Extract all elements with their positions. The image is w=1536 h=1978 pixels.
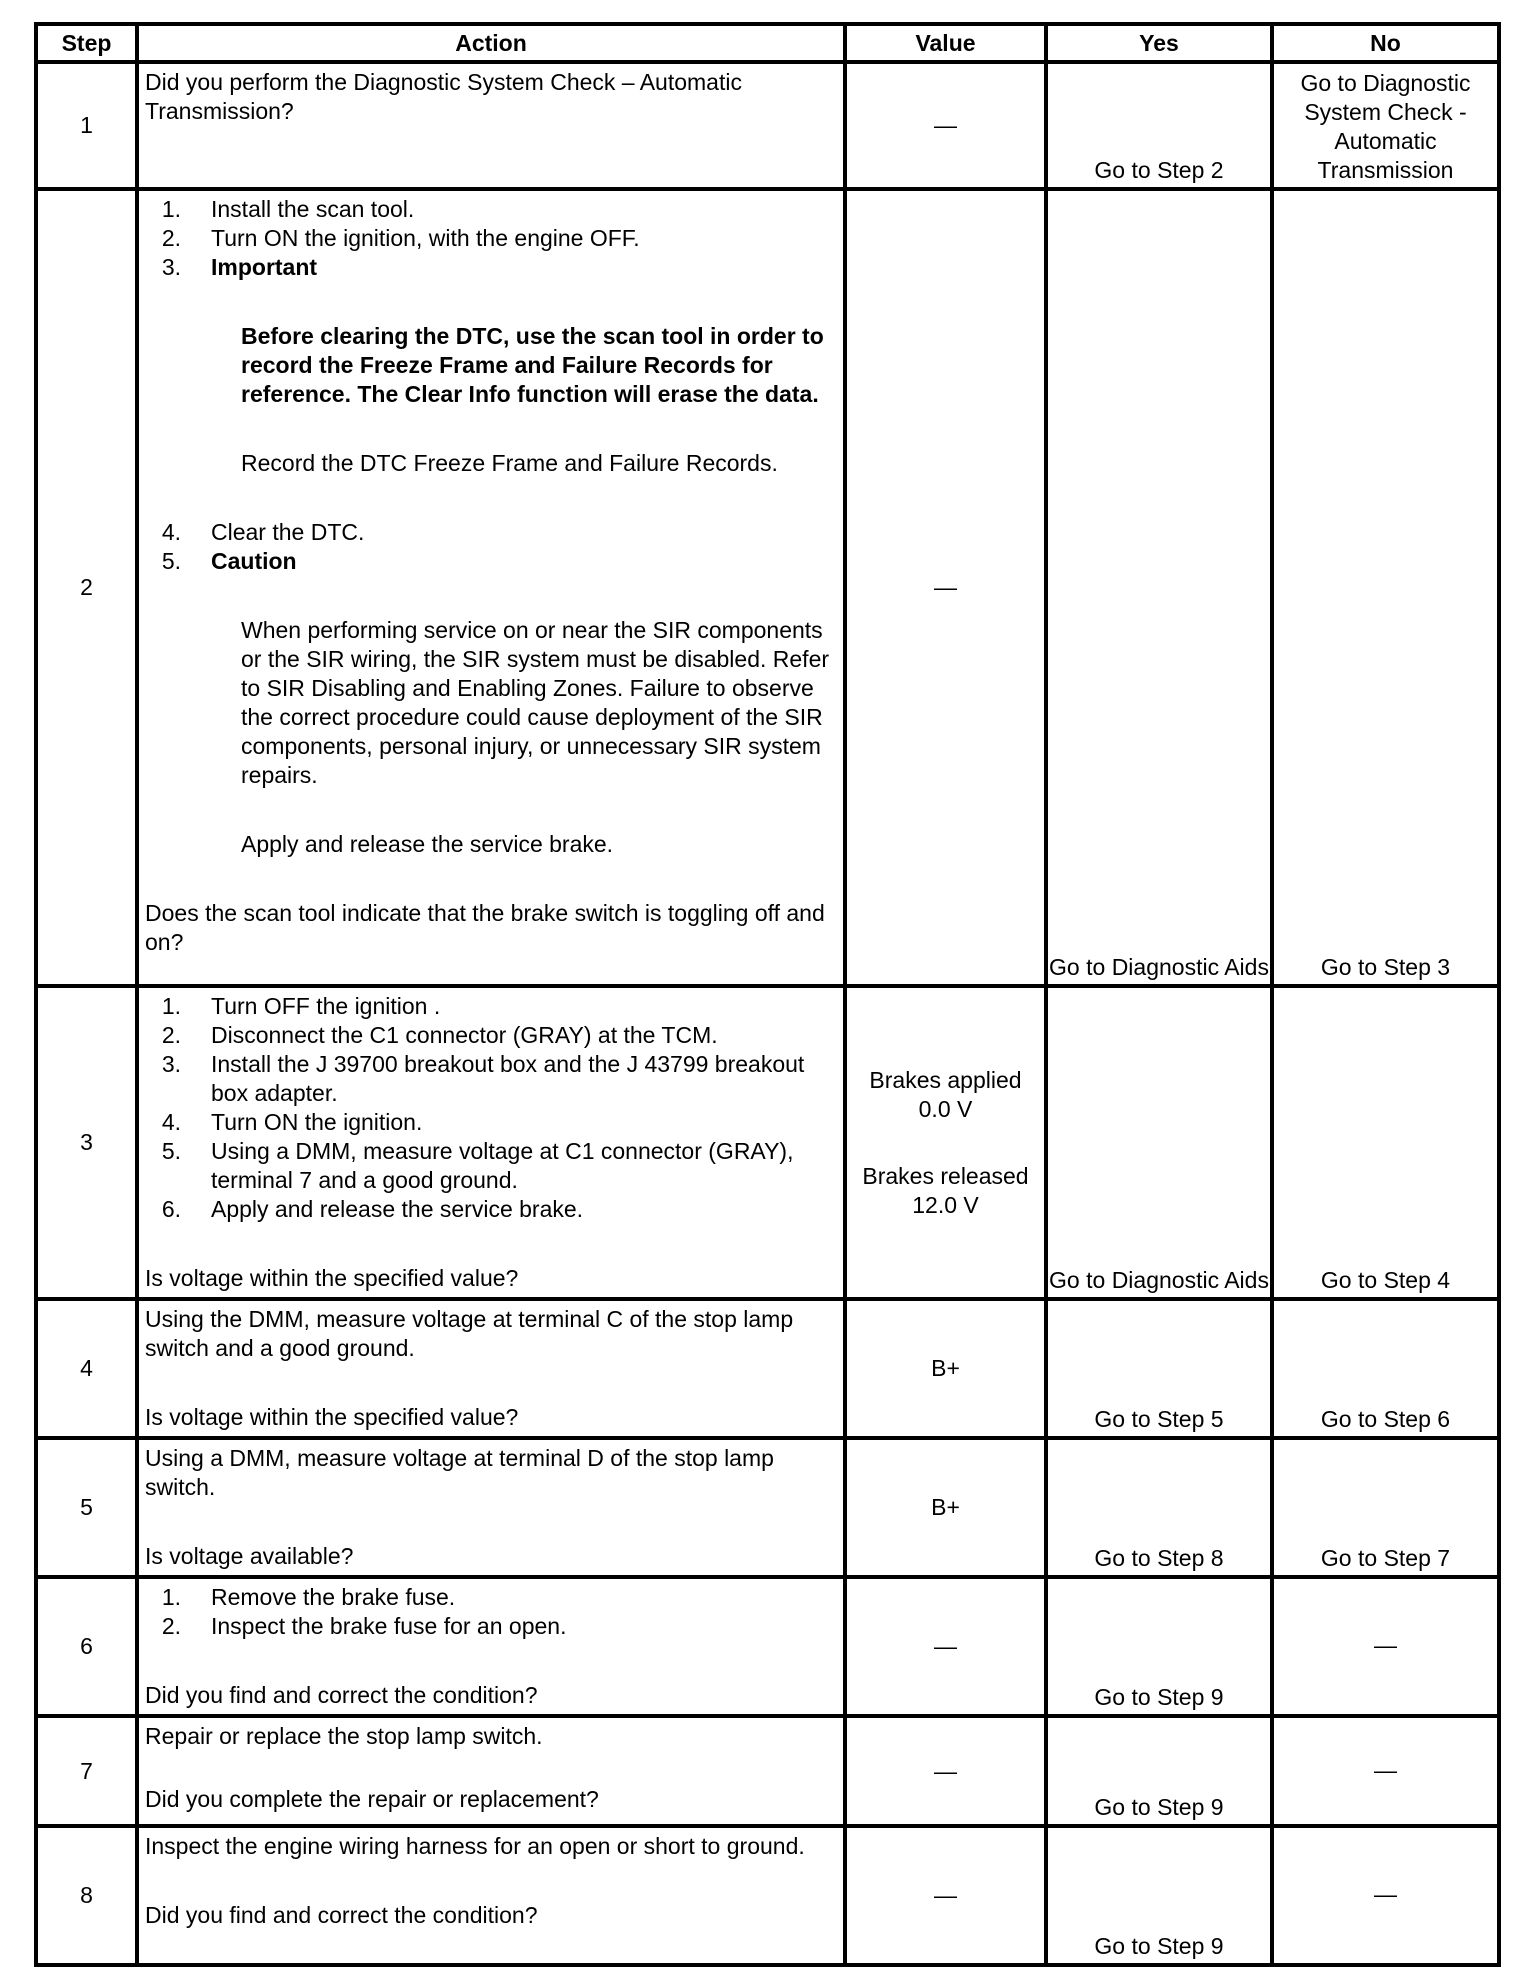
procedure-list <box>145 1583 837 1641</box>
value-line: 0.0 V <box>918 1095 973 1122</box>
yes-cell: Go to Step 8 <box>1046 1438 1272 1577</box>
list-item <box>145 195 837 224</box>
action-text: Did you perform the Diagnostic System Check – Automatic Transmission? <box>145 69 742 124</box>
no-cell: — <box>1272 1716 1499 1826</box>
item-number: 2. <box>161 225 181 251</box>
step-number: 8 <box>36 1826 137 1965</box>
value-cell: — <box>845 189 1046 986</box>
yes-cell: Go to Step 9 <box>1046 1826 1272 1965</box>
table-row <box>36 1716 1499 1826</box>
no-cell: Go to Diagnostic System Check - Automatic Transmission <box>1272 62 1499 189</box>
step-number: 1 <box>36 62 137 189</box>
item-text: Install the J 39700 breakout box and the J 43799 breakout box adapter. <box>211 1051 805 1106</box>
value-line: Brakes released <box>862 1162 1029 1189</box>
item-text: Using a DMM, measure voltage at C1 connector (GRAY), terminal 7 and a good ground. <box>211 1138 794 1193</box>
item-text: Inspect the brake fuse for an open. <box>211 1613 567 1639</box>
table-row <box>36 1826 1499 1965</box>
value-cell: B+ <box>845 1299 1046 1438</box>
item-number: 5. <box>161 1138 181 1164</box>
yes-cell: Go to Step 9 <box>1046 1577 1272 1716</box>
question-text: Is voltage available? <box>145 1543 354 1569</box>
header-yes: Yes <box>1046 24 1272 62</box>
action-cell <box>137 1577 845 1716</box>
item-number: 2. <box>161 1022 181 1048</box>
diagnostic-table <box>34 22 1501 1967</box>
list-item <box>145 1137 837 1195</box>
caution-note: When performing service on or near the SIR components or the SIR wiring, the SIR system must be disabled. Refer to SIR Disabling and Enabling Zones. Failure to observe the correct procedure could cause deployment of the SIR components, personal injury, or unnecessary SIR system repairs. <box>241 617 830 788</box>
list-item <box>145 1050 837 1108</box>
value-cell: — <box>845 1716 1046 1826</box>
step-number: 5 <box>36 1438 137 1577</box>
value-cell: — <box>845 1577 1046 1716</box>
list-item <box>145 1021 837 1050</box>
step-number: 4 <box>36 1299 137 1438</box>
table-row <box>36 986 1499 1299</box>
question-text: Does the scan tool indicate that the brake switch is toggling off and on? <box>145 900 825 955</box>
value-cell: B+ <box>845 1438 1046 1577</box>
step-number: 6 <box>36 1577 137 1716</box>
list-item <box>145 1583 837 1612</box>
header-value: Value <box>845 24 1046 62</box>
step-number: 2 <box>36 189 137 986</box>
item-number: 3. <box>161 254 181 280</box>
header-action: Action <box>137 24 845 62</box>
list-item <box>145 1108 837 1137</box>
important-note: Before clearing the DTC, use the scan tool in order to record the Freeze Frame and Failure Records for reference. The Clear Info function will erase the data. <box>241 323 824 407</box>
item-number: 5. <box>161 548 181 574</box>
procedure-list <box>145 992 837 1224</box>
item-text: Remove the brake fuse. <box>211 1584 456 1610</box>
table-row <box>36 189 1499 986</box>
item-number: 4. <box>161 1109 181 1135</box>
value-cell: — <box>845 1826 1046 1965</box>
value-line: Brakes applied <box>869 1066 1022 1093</box>
yes-cell: Go to Step 9 <box>1046 1716 1272 1826</box>
action-text: Repair or replace the stop lamp switch. <box>145 1723 543 1749</box>
list-item <box>145 547 837 576</box>
table-row <box>36 1438 1499 1577</box>
item-text: Apply and release the service brake. <box>211 1196 584 1222</box>
caution-heading: Caution <box>211 548 297 574</box>
action-text: Inspect the engine wiring harness for an open or short to ground. <box>145 1833 805 1859</box>
no-cell: — <box>1272 1577 1499 1716</box>
list-item <box>145 518 837 547</box>
question-text: Is voltage within the specified value? <box>145 1404 519 1430</box>
step-number: 3 <box>36 986 137 1299</box>
item-text: Turn ON the ignition. <box>211 1109 423 1135</box>
question-text: Did you find and correct the condition? <box>145 1902 538 1928</box>
item-number: 3. <box>161 1051 181 1077</box>
header-no: No <box>1272 24 1499 62</box>
value-cell: — <box>845 62 1046 189</box>
list-item <box>145 253 837 282</box>
question-text: Did you find and correct the condition? <box>145 1682 538 1708</box>
question-text: Is voltage within the specified value? <box>145 1265 519 1291</box>
table-row <box>36 1299 1499 1438</box>
action-cell <box>137 986 845 1299</box>
item-number: 4. <box>161 519 181 545</box>
no-cell: Go to Step 4 <box>1272 986 1499 1299</box>
list-item <box>145 1612 837 1641</box>
item-number: 6. <box>161 1196 181 1222</box>
header-step: Step <box>36 24 137 62</box>
action-cell <box>137 1826 845 1965</box>
yes-cell: Go to Step 5 <box>1046 1299 1272 1438</box>
item-number: 1. <box>161 1584 181 1610</box>
yes-cell: Go to Step 2 <box>1046 62 1272 189</box>
list-item <box>145 992 837 1021</box>
value-line: 12.0 V <box>912 1191 979 1218</box>
item-text: Disconnect the C1 connector (GRAY) at the TCM. <box>211 1022 718 1048</box>
item-number: 2. <box>161 1613 181 1639</box>
action-cell <box>137 1438 845 1577</box>
value-cell <box>845 986 1046 1299</box>
no-cell: Go to Step 3 <box>1272 189 1499 986</box>
item-text: Install the scan tool. <box>211 196 415 222</box>
question-text: Did you complete the repair or replacement? <box>145 1786 599 1812</box>
item-text: Turn ON the ignition, with the engine OFF. <box>211 225 640 251</box>
item-number: 1. <box>161 196 181 222</box>
header-row <box>36 24 1499 62</box>
procedure-list <box>145 195 837 282</box>
caution-action: Apply and release the service brake. <box>241 831 614 857</box>
action-cell <box>137 1299 845 1438</box>
important-heading: Important <box>211 254 318 280</box>
yes-cell: Go to Diagnostic Aids <box>1046 986 1272 1299</box>
no-cell: Go to Step 7 <box>1272 1438 1499 1577</box>
action-cell <box>137 1716 845 1826</box>
item-text: Turn OFF the ignition . <box>211 993 441 1019</box>
list-item <box>145 1195 837 1224</box>
action-cell <box>137 189 845 986</box>
no-cell: — <box>1272 1826 1499 1965</box>
item-text: Clear the DTC. <box>211 519 365 545</box>
table-row <box>36 1577 1499 1716</box>
list-item <box>145 224 837 253</box>
important-action: Record the DTC Freeze Frame and Failure Records. <box>241 450 778 476</box>
action-text: Using the DMM, measure voltage at terminal C of the stop lamp switch and a good ground. <box>145 1306 794 1361</box>
procedure-list <box>145 518 837 576</box>
action-cell <box>137 62 845 189</box>
yes-cell: Go to Diagnostic Aids <box>1046 189 1272 986</box>
action-text: Using a DMM, measure voltage at terminal D of the stop lamp switch. <box>145 1445 774 1500</box>
item-number: 1. <box>161 993 181 1019</box>
step-number: 7 <box>36 1716 137 1826</box>
table-row <box>36 62 1499 189</box>
no-cell: Go to Step 6 <box>1272 1299 1499 1438</box>
